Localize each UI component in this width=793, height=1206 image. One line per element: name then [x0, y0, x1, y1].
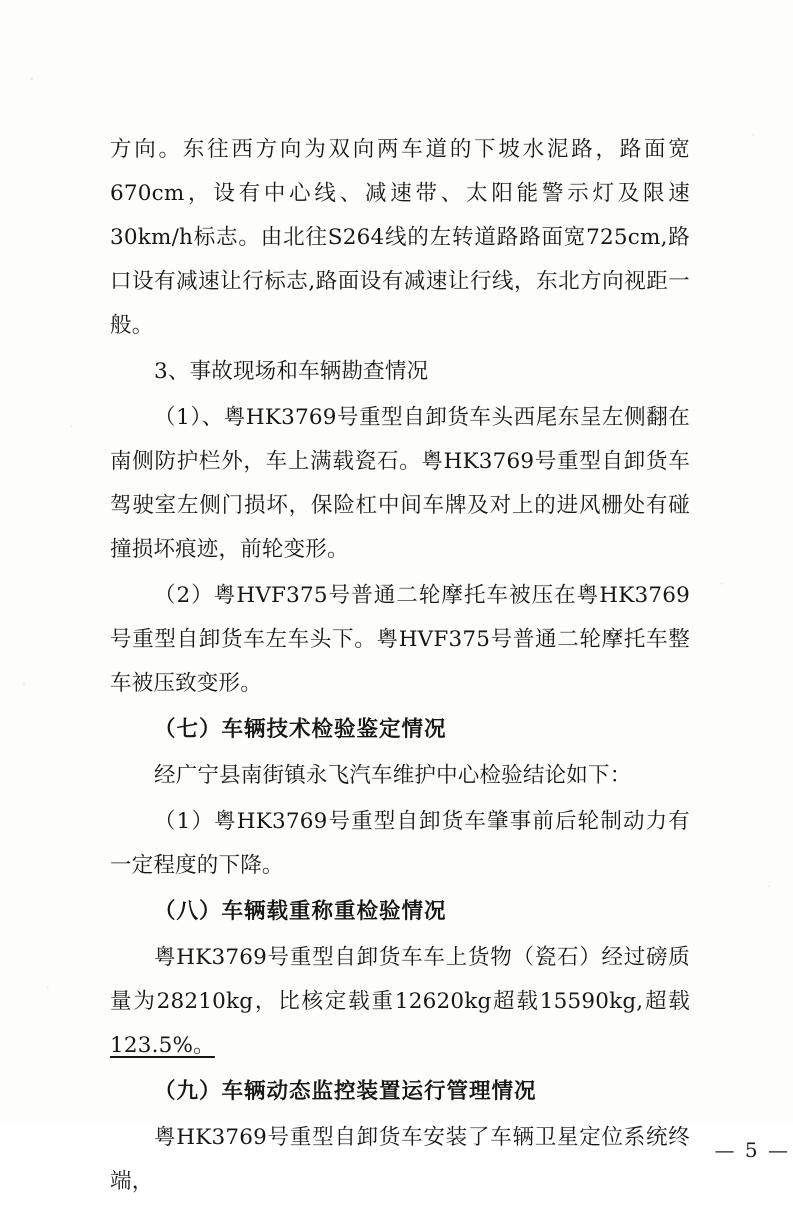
paragraph-inspection-intro: 经广宁县南街镇永飞汽车维护中心检验结论如下： [154, 763, 632, 788]
paragraph-item-3-1: （1）、粤HK3769号重型自卸货车头西尾东呈左侧翻在南侧防护栏外，车上满载瓷石。粤HK3769号重型自卸货车驾驶室左侧门损坏，保险杠中间车牌及对上的进风栅处有碰撞损坏痕迹，前轮变形。 [110, 405, 690, 562]
paragraph-item-3-2: （2）粤HVF375号普通二轮摩托车被压在粤HK3769号重型自卸货车左车头下。粤HVF375号普通二轮摩托车整车被压致变形。 [110, 583, 690, 696]
paragraph-item-3: 3、事故现场和车辆勘查情况 [154, 359, 429, 384]
weighing-overload-percentage: 123.5%。 [110, 1033, 215, 1058]
paragraph-monitoring: 粤HK3769号重型自卸货车安装了车辆卫星定位系统终端， [110, 1125, 690, 1194]
section-heading-eight: （八）车辆载重称重检验情况 [154, 899, 447, 924]
paragraph-road-description: 方向。东往西方向为双向两车道的下坡水泥路，路面宽670cm，设有中心线、减速带、太阳能警示灯及限速30km/h标志。由北往S264线的左转道路路面宽725cm,路口设有减速让行标志,路面设有减速让行线，东北方向视距一般。 [110, 137, 690, 338]
weighing-text-main: 粤HK3769号重型自卸货车车上货物（瓷石）经过磅质量为28210kg，比核定载重12620kg超载15590kg,超载 [110, 945, 690, 1014]
paragraph-inspection-item-1: （1）粤HK3769号重型自卸货车肇事前后轮制动力有一定程度的下降。 [110, 809, 690, 878]
page-number: — 5 — [714, 1138, 790, 1162]
document-body [110, 128, 790, 1206]
section-heading-nine: （九）车辆动态监控装置运行管理情况 [154, 1079, 537, 1104]
section-heading-seven: （七）车辆技术检验鉴定情况 [154, 717, 447, 742]
paragraph-weighing [110, 936, 690, 1068]
